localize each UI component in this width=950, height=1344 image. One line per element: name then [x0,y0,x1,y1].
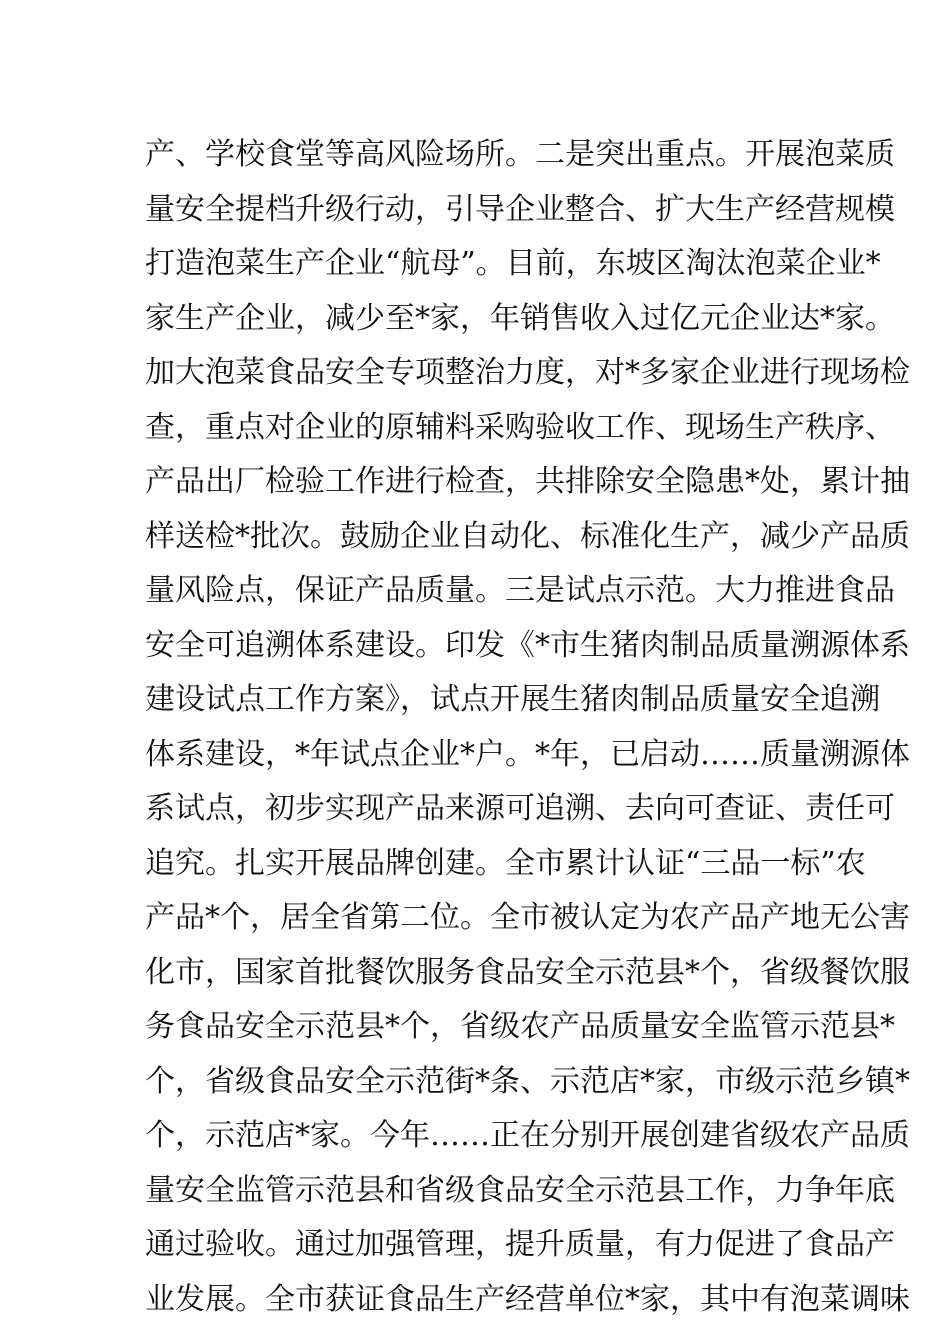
text-line: 量安全监管示范县和省级食品安全示范县工作，力争年底 [145,1172,895,1208]
text-line: 产品*个，居全省第二位。全市被认定为农产品产地无公害 [145,900,910,935]
text-line: 追究。扎实开展品牌创建。全市累计认证“三品一标”农 [145,845,866,881]
text-line: 系试点，初步实现产品来源可追溯、去向可查证、责任可 [145,791,895,826]
text-line: 体系建设，*年试点企业*户。*年，已启动……质量溯源体 [145,736,910,772]
text-line: 务食品安全示范县*个，省级农产品质量安全监管示范县* [145,1009,895,1044]
text-line: 化市，国家首批餐饮服务食品安全示范县*个，省级餐饮服 [145,954,910,990]
text-line: 家生产企业，减少至*家，年销售收入过亿元企业达*家。 [145,300,895,336]
text-line: 量安全提档升级行动，引导企业整合、扩大生产经营规模 [145,191,895,227]
body-paragraph [145,128,910,1327]
text-line: 样送检*批次。鼓励企业自动化、标准化生产，减少产品质 [145,518,910,554]
text-line: 个，省级食品安全示范街*条、示范店*家，市级示范乡镇* [145,1063,910,1099]
text-line: 建设试点工作方案》，试点开展生猪肉制品质量安全追溯 [145,682,880,717]
text-line: 产品出厂检验工作进行检查，共排除安全隐患*处，累计抽 [145,464,910,499]
text-line: 加大泡菜食品安全专项整治力度，对*多家企业进行现场检 [145,355,910,390]
text-line: 通过验收。通过加强管理，提升质量，有力促进了食品产 [145,1227,895,1262]
text-line: 量风险点，保证产品质量。三是试点示范。大力推进食品 [145,573,895,608]
text-line: 个，示范店*家。今年……正在分别开展创建省级农产品质 [145,1118,910,1153]
text-line: 产、学校食堂等高风险场所。二是突出重点。开展泡菜质 [145,137,895,172]
text-line: 业发展。全市获证食品生产经营单位*家，其中有泡菜调味 [145,1281,910,1317]
text-line: 打造泡菜生产企业“航母”。目前，东坡区淘汰泡菜企业* [145,246,881,281]
text-line: 安全可追溯体系建设。印发《*市生猪肉制品质量溯源体系 [145,627,910,663]
text-line: 查，重点对企业的原辅料采购验收工作、现场生产秩序、 [145,409,895,445]
